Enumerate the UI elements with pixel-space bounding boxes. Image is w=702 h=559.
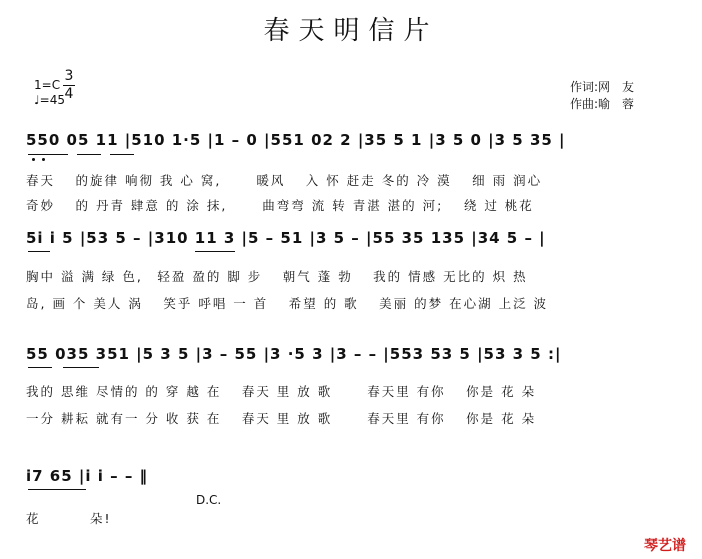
lyrics-line-3b: 一分 耕耘 就有一 分 收 获 在 春天 里 放 歌 春天里 有你 你是 花 朵 [26,411,537,426]
notation-line-3: 55 035 351 |5 3 5 |3 – 55 |3 ·5 3 |3 – – |553 53 5 |53 3 5 :| [26,345,562,363]
beam [63,367,99,368]
time-signature-bottom: 4 [64,86,74,102]
beam [195,251,235,252]
lyricist-credit: 作词:网 友 [570,80,635,94]
beam [28,154,68,155]
beam [110,154,134,155]
lyrics-line-3a: 我的 思维 尽情的 的 穿 越 在 春天 里 放 歌 春天里 有你 你是 花 朵 [26,384,537,399]
octave-dot [42,158,45,161]
song-title: 春天明信片 [263,16,439,46]
da-capo-marking: D.C. [196,493,222,507]
tempo-marking: ♩=45 [34,93,65,107]
watermark-logo: 琴艺谱 [644,538,686,554]
beam [28,489,86,490]
lyrics-line-2b: 岛, 画 个 美人 涡 笑乎 呼唱 一 首 希望 的 歌 美丽 的梦 在心湖 上泛 波 [26,296,549,311]
notation-line-4: i7 65 |i i – – ‖ [26,467,149,485]
beam [77,154,101,155]
composer-credit: 作曲:喻 蓉 [570,97,635,111]
lyrics-line-2a: 胸中 溢 满 绿 色, 轻盈 盈的 脚 步 朝气 蓬 勃 我的 情感 无比的 炽 热 [26,269,528,284]
notation-line-2: 5i i 5 |53 5 – |310 11 3 |5 – 51 |3 5 – |55 35 135 |34 5 – | [26,229,546,247]
beam [28,367,52,368]
time-signature-top: 3 [64,68,74,84]
key-signature: 1=C [34,78,61,92]
lyrics-line-4: 花 朵! [26,511,112,526]
lyrics-line-1a: 春天 的旋律 响彻 我 心 窝, 暖风 入 怀 赶走 冬的 冷 漠 细 雨 润心 [26,173,543,188]
beam [28,251,50,252]
notation-line-1: 550 05 11 |510 1·5 |1 – 0 |551 02 2 |35 5 1 |3 5 0 |3 5 35 | [26,131,566,149]
octave-dot [32,158,35,161]
lyrics-line-1b: 奇妙 的 丹青 肆意 的 涂 抹, 曲弯弯 流 转 青湛 湛的 河; 绕 过 桃花 [26,198,534,213]
